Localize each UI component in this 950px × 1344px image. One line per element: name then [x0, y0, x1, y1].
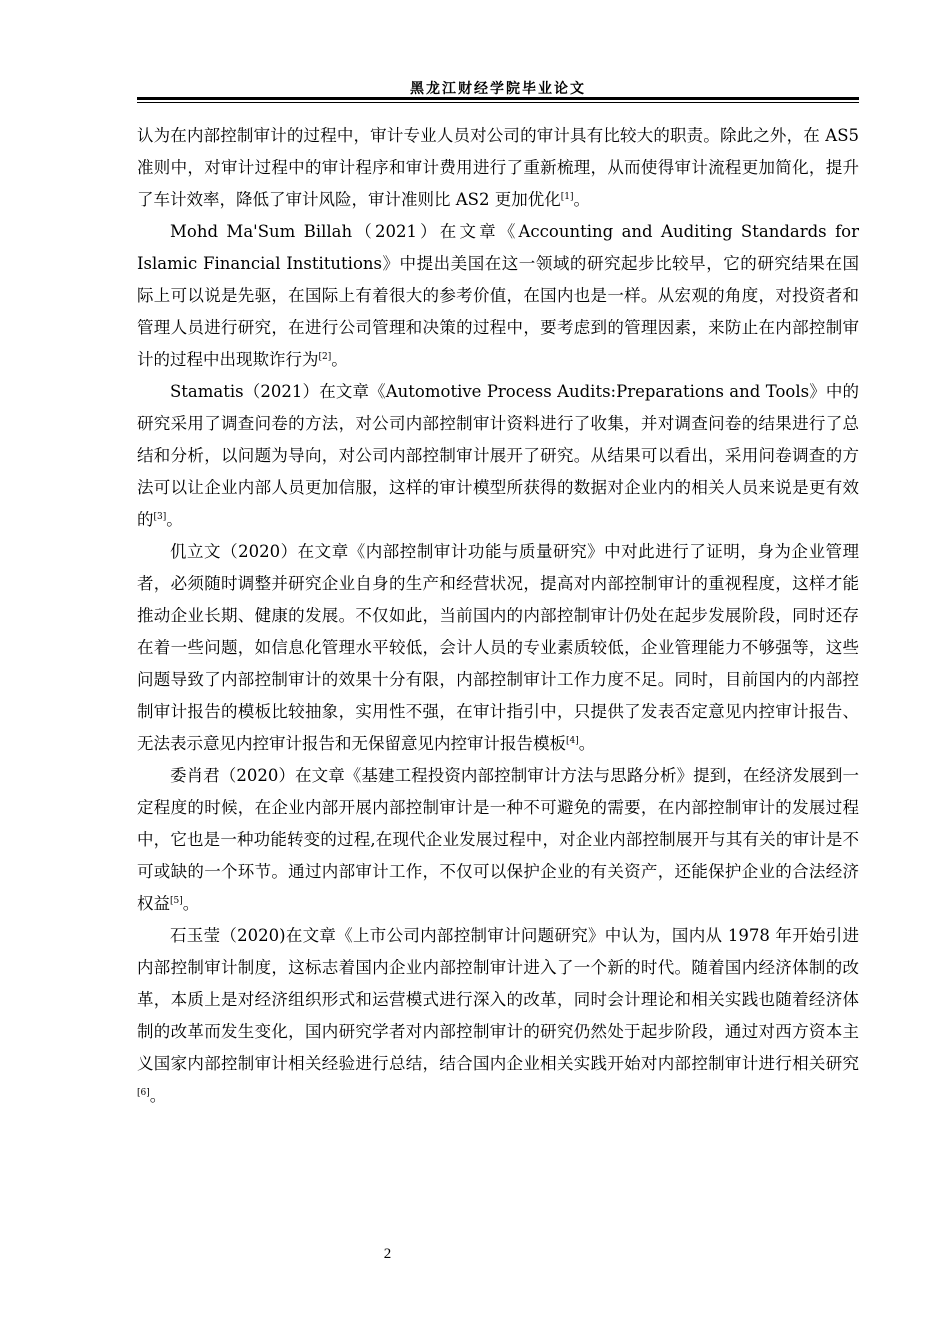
paragraph-2: [137, 216, 859, 376]
paragraph-tail: 。: [166, 510, 183, 529]
page-number: 2: [383, 1246, 392, 1262]
paragraph-tail: 。: [182, 894, 200, 913]
paragraph-tail: 。: [578, 734, 596, 753]
header-rule-thin: [137, 102, 859, 103]
paragraph-tail: 。: [149, 1086, 167, 1105]
paragraph-tail: 。: [331, 350, 348, 369]
paragraph-5: [137, 760, 859, 920]
paragraph-3: [137, 376, 859, 536]
citation-ref: [5]: [170, 896, 183, 906]
paragraph-6: [137, 920, 859, 1112]
paragraph-text: 委肖君（2020）在文章《基建工程投资内部控制审计方法与思路分析》提到，在经济发展到一定程度的时候，在企业内部开展内部控制审计是一种不可避免的需要，在内部控制审计的发展过程中，它也是一种功能转变的过程,在现代企业发展过程中，对企业内部控制展开与其有关的审计是不可或缺的一个环节。通过内部审计工作，不仅可以保护企业的有关资产，还能保护企业的合法经济权益: [137, 766, 859, 913]
paragraph-text: 石玉莹（2020)在文章《上市公司内部控制审计问题研究》中认为，国内从 1978 年开始引进内部控制审计制度，这标志着国内企业内部控制审计进入了一个新的时代。随着国内经济体制的改革，本质上是对经济组织形式和运营模式进行深入的改革，同时会计理论和相关实践也随着经济体制的改革而发生变化，国内研究学者对内部控制审计的研究仍然处于起步阶段，通过对西方资本主义国家内部控制审计相关经验进行总结，结合国内企业相关实践开始对内部控制审计进行相关研究: [137, 926, 859, 1073]
citation-ref: [3]: [153, 512, 167, 522]
paragraph-text: 认为在内部控制审计的过程中，审计专业人员对公司的审计具有比较大的职责。除此之外，在 AS5 准则中，对审计过程中的审计程序和审计费用进行了重新梳理，从而使得审计流程更加简化，提升了车计效率，降低了审计风险，审计准则比 AS2 更加优化: [137, 126, 859, 209]
citation-ref: [6]: [137, 1088, 150, 1098]
paragraph-text: Stamatis（2021）在文章《Automotive Process Audits:Preparations and Tools》中的研究采用了调查问卷的方法，对公司内部控制审计资料进行了收集，并对调查问卷的结果进行了总结和分析，以问题为导向，对公司内部控制审计展开了研究。从结果可以看出，采用问卷调查的方法可以让企业内部人员更加信服，这样的审计模型所获得的数据对企业内的相关人员来说是更有效的: [137, 382, 859, 529]
page-header-title: 黑龙江财经学院毕业论文: [410, 81, 586, 97]
paragraph-text: Mohd Ma'Sum Billah（2021）在文章《Accounting and Auditing Standards for Islamic Financial Institutions》中提出美国在这一领域的研究起步比较早，它的研究结果在国际上可以说是先驱，在国际上有着很大的参考价值，在国内也是一样。从宏观的角度，对投资者和管理人员进行研究，在进行公司管理和决策的过程中，要考虑到的管理因素，来防止在内部控制审计的过程中出现欺诈行为: [137, 222, 859, 369]
citation-ref: [4]: [566, 736, 579, 746]
document-body: [137, 120, 859, 1112]
paragraph-4: [137, 536, 859, 760]
citation-ref: [1]: [560, 192, 574, 202]
paragraph-1: [137, 120, 859, 216]
paragraph-text: 仉立文（2020）在文章《内部控制审计功能与质量研究》中对此进行了证明，身为企业管理者，必须随时调整并研究企业自身的生产和经营状况，提高对内部控制审计的重视程度，这样才能推动企业长期、健康的发展。不仅如此，当前国内的内部控制审计仍处在起步发展阶段，同时还存在着一些问题，如信息化管理水平较低，会计人员的专业素质较低，企业管理能力不够强等，这些问题导致了内部控制审计的效果十分有限，内部控制审计工作力度不足。同时，目前国内的内部控制审计报告的模板比较抽象，实用性不强，在审计指引中，只提供了发表否定意见内控审计报告、无法表示意见内控审计报告和无保留意见内控审计报告模板: [137, 542, 859, 753]
header-rule-thick: [137, 97, 859, 100]
citation-ref: [2]: [318, 352, 332, 362]
paragraph-tail: 。: [573, 190, 590, 209]
